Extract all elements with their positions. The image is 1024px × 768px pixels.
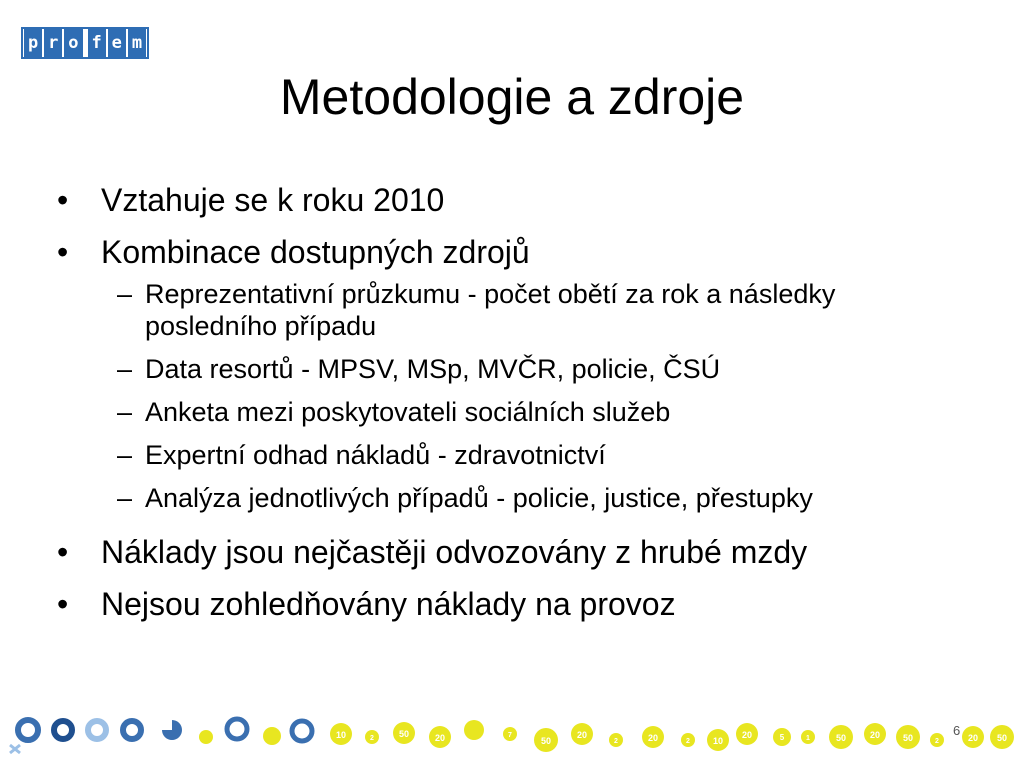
bullet-mark: • — [57, 534, 69, 570]
decor-pie — [162, 720, 182, 740]
coin-label: 2 — [614, 738, 618, 745]
logo-letter: e — [108, 29, 126, 57]
sub-bullet-mark: – — [117, 354, 133, 384]
decor-ring — [54, 721, 72, 739]
page-number: 6 — [953, 723, 961, 738]
logo-divider — [84, 29, 87, 57]
coin-label: 5 — [779, 733, 785, 742]
coin-label: 20 — [967, 733, 979, 743]
sub-bullet-item — [117, 278, 977, 342]
coin-label: 20 — [741, 730, 753, 740]
sub-bullet-item — [117, 482, 977, 514]
coin-label: 7 — [508, 732, 512, 739]
sub-bullet-list — [57, 278, 977, 514]
coin-label: 20 — [647, 733, 659, 743]
sub-bullet-text: Data resortů - MPSV, MSp, MVČR, policie, ČSÚ — [145, 354, 721, 384]
bullet-item — [57, 584, 977, 624]
sub-bullet-item — [117, 396, 977, 428]
coin-label: 50 — [398, 729, 410, 739]
slide-title: Metodologie a zdroje — [279, 69, 745, 125]
bullet-mark: • — [57, 182, 69, 218]
bullet-item — [57, 532, 977, 572]
coin-label: 2 — [935, 738, 939, 745]
coin-label: 50 — [835, 733, 847, 743]
sub-bullet-mark: – — [117, 483, 133, 513]
decor-ring — [88, 721, 106, 739]
decor-x — [10, 745, 20, 753]
profem-logo — [21, 27, 149, 59]
slide-content — [57, 180, 977, 636]
coin-label: 1 — [806, 735, 810, 742]
coin-label: 20 — [869, 730, 881, 740]
coin-label: 10 — [712, 736, 724, 746]
sub-bullet-text: Anketa mezi poskytovateli sociálních služeb — [145, 397, 671, 427]
bullet-mark: • — [57, 586, 69, 622]
bullet-text: Vztahuje se k roku 2010 — [101, 182, 445, 218]
bullet-item — [57, 232, 977, 272]
coin — [263, 727, 281, 745]
bullet-text: Nejsou zohledňovány náklady na provoz — [101, 586, 676, 622]
sub-bullet-text: Expertní odhad nákladů - zdravotnictví — [145, 440, 606, 470]
decor-ring — [18, 720, 38, 740]
coin-label: 10 — [335, 730, 347, 740]
footer-decoration — [0, 706, 1024, 756]
sub-bullet-item — [117, 439, 977, 471]
coin-label: 50 — [902, 733, 914, 743]
logo-letter: o — [64, 29, 82, 57]
logo-letter: r — [44, 29, 62, 57]
coin-label: 20 — [434, 733, 446, 743]
coin-label: 50 — [996, 733, 1008, 743]
sub-bullet-text: Analýza jednotlivých případů - policie, justice, přestupky — [145, 483, 813, 513]
coin-label: 2 — [370, 735, 374, 742]
sub-bullet-item — [117, 353, 977, 385]
logo-letter: m — [128, 29, 146, 57]
sub-bullet-mark: – — [117, 440, 133, 470]
sub-bullet-mark: – — [117, 397, 133, 427]
decor-ring — [227, 719, 247, 739]
logo-letter: p — [24, 29, 42, 57]
decor-ring — [292, 721, 312, 741]
sub-bullet-mark: – — [117, 279, 133, 309]
logo-letter: f — [88, 29, 106, 57]
bullet-text: Náklady jsou nejčastěji odvozovány z hrubé mzdy — [101, 534, 808, 570]
footer-coins — [199, 720, 1014, 752]
bullet-mark: • — [57, 234, 69, 270]
sub-bullet-text: Reprezentativní průzkumu - počet obětí za rok a následky posledního případu — [145, 279, 836, 341]
bullet-text: Kombinace dostupných zdrojů — [101, 234, 530, 270]
coin — [199, 730, 213, 744]
bullet-item — [57, 180, 977, 220]
coin-label: 2 — [686, 738, 690, 745]
coin-label: 20 — [576, 730, 588, 740]
coin — [464, 720, 484, 740]
coin-label: 50 — [540, 736, 552, 746]
decor-ring — [123, 721, 141, 739]
